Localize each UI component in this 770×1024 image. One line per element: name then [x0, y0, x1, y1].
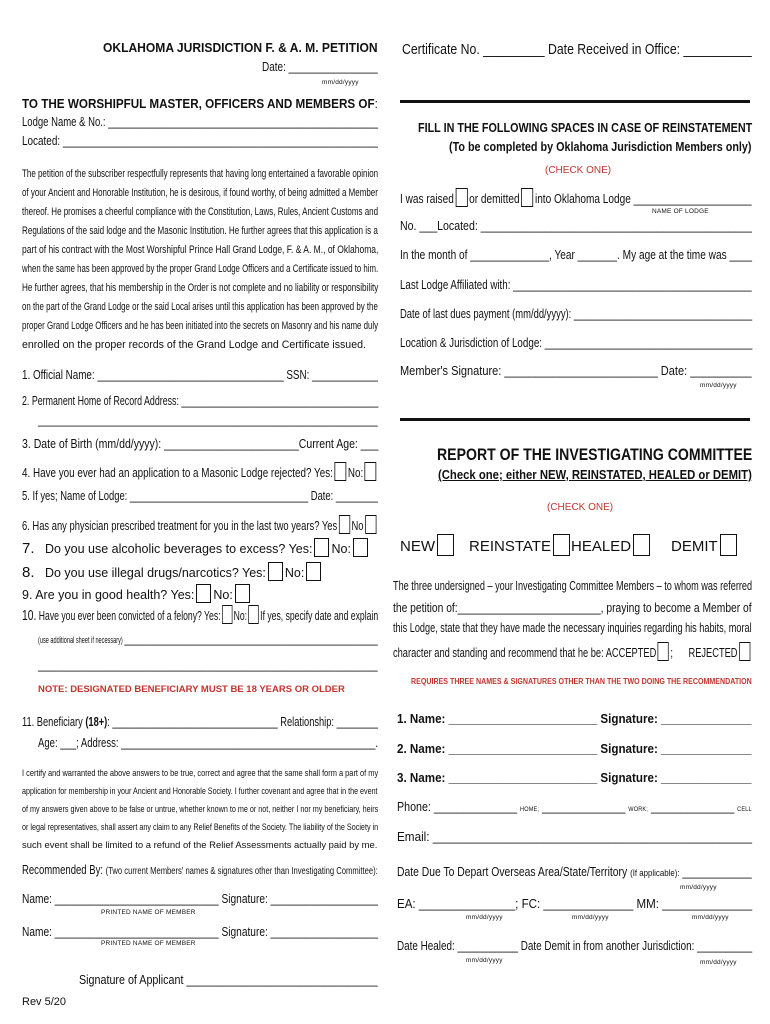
physician-no-checkbox[interactable]: [365, 515, 376, 534]
felony-explanation-field[interactable]: (use additional sheet if necessary) ______________________________________________________________: [38, 632, 378, 646]
demitted-checkbox[interactable]: [521, 188, 533, 207]
committee-member-3-field[interactable]: 3. Name: _______________________ Signature: ______________: [397, 771, 752, 785]
reinstate-located-field[interactable]: No. ___Located: ______________________________________________: [400, 219, 752, 233]
oklahoma-lodge-field[interactable]: into Oklahoma Lodge _____________________: [534, 192, 752, 206]
degree-dates-field[interactable]: EA: _______________; FC: ______________ MM: ______________: [397, 897, 753, 911]
question-drugs: 8. Do you use illegal drugs/narcotics? Yes: No:: [22, 562, 323, 581]
recommender-2-field[interactable]: Name: _____________________________ Signature: ___________________: [22, 925, 379, 939]
beneficiary-field[interactable]: 11. Beneficiary (18+): ________________________________ Relationship: ________: [22, 715, 378, 729]
petition-date-hint: mm/dd/yyyy: [322, 79, 359, 86]
revision-label: Rev 5/20: [22, 996, 67, 1008]
healed-checkbox[interactable]: [633, 534, 650, 556]
option-reinstate: REINSTATE: [469, 534, 572, 556]
drugs-yes-checkbox[interactable]: [268, 562, 283, 581]
home-address-field[interactable]: 2. Permanent Home of Record Address: ________________________________________: [22, 394, 379, 408]
divider-top: [400, 100, 750, 103]
applicant-signature-field[interactable]: Signature of Applicant ________________________________: [79, 973, 378, 987]
check-one-label: (CHECK ONE): [545, 165, 612, 176]
fc-date-hint: mm/dd/yyyy: [572, 914, 609, 921]
felony-yes-checkbox[interactable]: [222, 605, 232, 624]
report-title: REPORT OF THE INVESTIGATING COMMITTEE: [437, 445, 753, 464]
check-one-label-2: (CHECK ONE): [547, 502, 614, 513]
option-demit: DEMIT: [671, 534, 739, 556]
question-felony: 10. Have you ever been convicted of a felony? Yes: No: If yes, specify date and explain: [22, 607, 379, 624]
lodge-location-field[interactable]: Location & Jurisdiction of Lodge: ______________________________________: [400, 336, 753, 350]
raised-month-field[interactable]: In the month of ______________, Year _______. My age at the time was ____: [400, 248, 752, 262]
recommendation-row: character and standing and recommend that he be: ACCEPTED ; REJECTED: [393, 642, 752, 661]
recommended-by-heading: Recommended By: (Two current Members' names & signatures other than Investigating Committee):: [22, 863, 378, 877]
drugs-no-checkbox[interactable]: [306, 562, 321, 581]
mm-date-hint: mm/dd/yyyy: [692, 914, 729, 921]
reinstatement-heading: FILL IN THE FOLLOWING SPACES IN CASE OF REINSTATEMENT: [418, 121, 753, 135]
form-title: OKLAHOMA JURISDICTION F. & A. M. PETITION: [103, 41, 378, 55]
alcohol-no-checkbox[interactable]: [353, 538, 368, 557]
recommender-1-hint: PRINTED NAME OF MEMBER: [101, 909, 196, 916]
health-no-checkbox[interactable]: [235, 584, 250, 603]
address-to-heading: TO THE WORSHIPFUL MASTER, OFFICERS AND MEMBERS OF:: [22, 97, 378, 111]
petition-date-field[interactable]: Date: ________________: [262, 60, 378, 74]
located-field[interactable]: Located: _________________________________________________________: [22, 134, 378, 148]
recommender-2-hint: PRINTED NAME OF MEMBER: [101, 940, 196, 947]
demit-checkbox[interactable]: [720, 534, 737, 556]
member-signature-field[interactable]: Member's Signature: _________________________ Date: __________: [400, 364, 752, 378]
member-signature-date-hint: mm/dd/yyyy: [700, 382, 737, 389]
physician-yes-checkbox[interactable]: [339, 515, 350, 534]
alcohol-yes-checkbox[interactable]: [314, 538, 329, 557]
certification-statement: I certify and warranted the above answers to be true, correct and agree that the same shall form a part of my application for membership in your Ancient and Honorable Society. I further covenant and agree that in the event of my answers given above to be false or untrue, whether known to me or not, neither I nor my beneficiary, heirs or legal representatives, shall assert any claim to any Relief Benefits of the Society. The liability of the Society in such event shall be limited to a refund of the Relief Assessments actually paid by me.: [22, 768, 379, 851]
date-healed-field[interactable]: Date Healed: ___________ Date Demit in from another Jurisdiction: __________: [397, 939, 753, 953]
health-yes-checkbox[interactable]: [196, 584, 211, 603]
healed-date-hint: mm/dd/yyyy: [466, 957, 503, 964]
phone-field[interactable]: Phone: ______________ HOME; ______________ WORK; ______________ CELL: [397, 800, 752, 814]
question-alcohol: 7. Do you use alcoholic beverages to excess? Yes: No:: [22, 538, 370, 557]
option-healed: HEALED: [571, 534, 652, 556]
reinstatement-subheading: (To be completed by Oklahoma Jurisdiction Members only): [449, 140, 752, 154]
demit-date-hint: mm/dd/yyyy: [700, 959, 737, 966]
felony-explanation-line2[interactable]: _____________________________________________________________________: [38, 658, 378, 672]
beneficiary-address-field[interactable]: Age: ___; Address: ________________________________________________.: [38, 736, 379, 750]
rejected-yes-checkbox[interactable]: [334, 462, 346, 481]
accepted-checkbox[interactable]: [658, 642, 669, 661]
official-name-field[interactable]: 1. Official Name: __________________________________ SSN: ____________: [22, 368, 378, 382]
raised-checkbox[interactable]: [455, 188, 467, 207]
reinstate-checkbox[interactable]: [553, 534, 570, 556]
committee-statement-line3: this Lodge, state that they have made the necessary inquiries regarding his habits, moral: [393, 621, 752, 635]
recommender-1-field[interactable]: Name: _____________________________ Signature: ___________________: [22, 892, 379, 906]
rejected-lodge-field[interactable]: 5. If yes; Name of Lodge: __________________________________ Date: ________: [22, 489, 378, 503]
rejected-no-checkbox[interactable]: [365, 462, 377, 481]
lodge-name-field[interactable]: Lodge Name & No.: ___________________________________________________: [22, 115, 379, 129]
lodge-name-hint: NAME OF LODGE: [652, 208, 709, 215]
question-rejected: 4. Have you ever had an application to a Masonic Lodge rejected? Yes: No:: [22, 462, 378, 481]
petition-of-field[interactable]: the petition of:_________________________, praying to become a Member of: [393, 601, 752, 615]
email-field[interactable]: Email: _________________________________________________: [397, 830, 752, 844]
committee-member-2-field[interactable]: 2. Name: _______________________ Signature: ______________: [397, 742, 752, 756]
felony-no-checkbox[interactable]: [248, 605, 258, 624]
beneficiary-note: NOTE: DESIGNATED BENEFICIARY MUST BE 18 YEARS OR OLDER: [38, 684, 345, 695]
certificate-number-field[interactable]: Certificate No. _________ Date Received in Office: __________: [402, 41, 752, 58]
depart-date-field[interactable]: Date Due To Depart Overseas Area/State/Territory (If applicable): ____________: [397, 865, 752, 879]
petition-statement: The petition of the subscriber respectfully represents that having long entertained a favorable opinion of your Ancient and Honorable Institution, he is desirous, if found worthy, of being admitted a Member thereof. He promises a cheerful compliance with the Constitution, Laws, Rules, Ancient Customs and Regulations of the said lodge and the Masonic Institution. He further agrees that this application is a part of his contract with the Most Worshipful Prince Hall Grand Lodge, F. & A. M., of Oklahoma, when the same has been approved by the proper Grand Lodge Officers and a Certificate issued to him. He further agrees, that his membership in the Order is not complete and no liability or responsibility on the part of the Grand Lodge or the said Local arises until this application has been approved by the proper Grand Lodge Officers and he has been initiated into the secrets on Masonry and his name duly enrolled on the proper records of the Grand Lodge and Certificate issued.: [22, 168, 379, 351]
committee-member-1-field[interactable]: 1. Name: _______________________ Signature: ______________: [397, 712, 752, 726]
committee-statement-line1: The three undersigned – your Investigating Committee Members – to whom was referred: [393, 579, 753, 593]
option-new: NEW: [400, 534, 456, 556]
report-subtitle: (Check one; either NEW, REINSTATED, HEALED or DEMIT): [438, 468, 752, 482]
date-of-birth-field[interactable]: 3. Date of Birth (mm/dd/yyyy): _______________________Current Age: ___: [22, 437, 379, 451]
divider-middle: [400, 418, 750, 421]
requires-signatures-note: REQUIRES THREE NAMES & SIGNATURES OTHER THAN THE TWO DOING THE RECOMMENDATION: [411, 677, 752, 686]
depart-date-hint: mm/dd/yyyy: [680, 884, 717, 891]
last-lodge-field[interactable]: Last Lodge Affiliated with: ____________________________________________: [400, 278, 752, 292]
question-health: 9. Are you in good health? Yes: No:: [22, 584, 252, 603]
raised-demitted-row: I was raised or demitted into Oklahoma Lodge _____________________: [400, 188, 751, 207]
new-checkbox[interactable]: [437, 534, 454, 556]
rejected-checkbox[interactable]: [739, 642, 750, 661]
home-address-line2[interactable]: _____________________________________________________________________: [38, 413, 378, 427]
question-physician: 6. Has any physician prescribed treatment for you in the last two years? Yes No: [22, 515, 378, 534]
last-dues-field[interactable]: Date of last dues payment (mm/dd/yyyy): __________________________________: [400, 307, 753, 321]
ea-date-hint: mm/dd/yyyy: [466, 914, 503, 921]
